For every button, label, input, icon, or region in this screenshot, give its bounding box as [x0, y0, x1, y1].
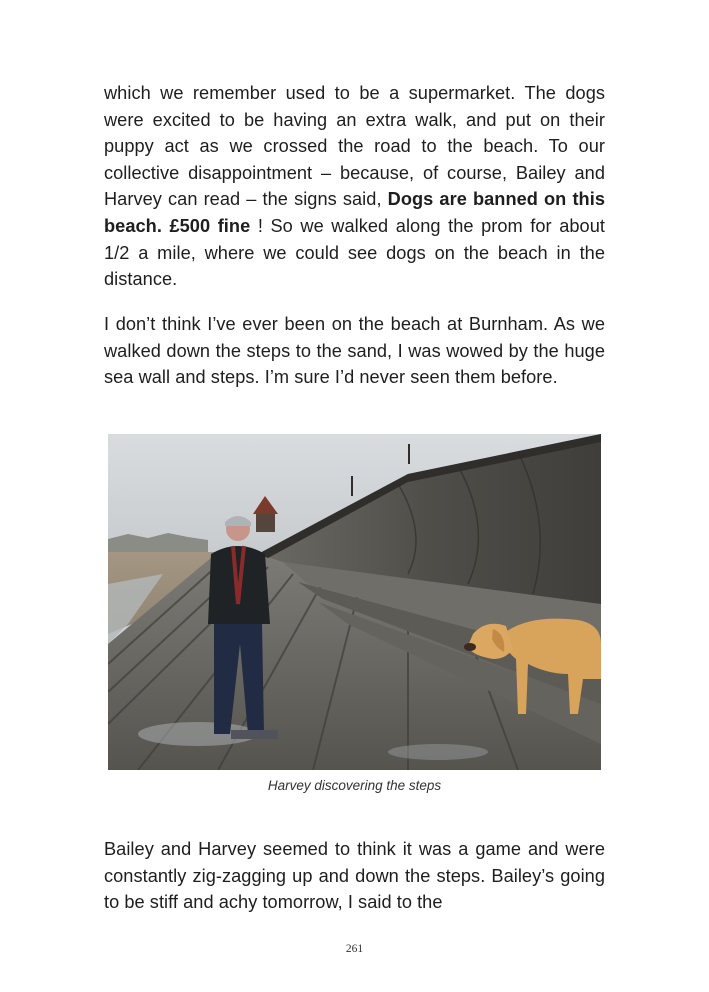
photo-caption: Harvey discovering the steps: [267, 778, 442, 793]
paragraph-1-text-before: which we remember used to be a supermarket. The dogs were excited to be having an extra walk, and put on their puppy act as we crossed the road to the beach. To our collective disappointment – because, of course, Bailey and Harvey can read – the signs said,: [104, 83, 605, 210]
paragraph-1: [104, 80, 605, 293]
paragraph-2: I don’t think I’ve ever been on the beach at Burnham. As we walked down the steps to the sand, I was wowed by the huge sea wall and steps. I’m sure I’d never seen them before.: [104, 314, 605, 388]
paragraph-1-bold-sign-text: Dogs are banned on this beach. £500 fine: [104, 189, 605, 236]
page-number: 261: [345, 943, 364, 955]
paragraph-1-text-after: ! So we walked along the prom for about 1/2 a mile, where we could see dogs on the beach in the distance.: [104, 215, 605, 290]
paragraph-3: Bailey and Harvey seemed to think it was a game and were constantly zig-zagging up and down the steps. Bailey’s going to be stiff and achy tomorrow, I said to the: [104, 839, 605, 913]
photo-sea-wall-steps: [108, 434, 601, 770]
